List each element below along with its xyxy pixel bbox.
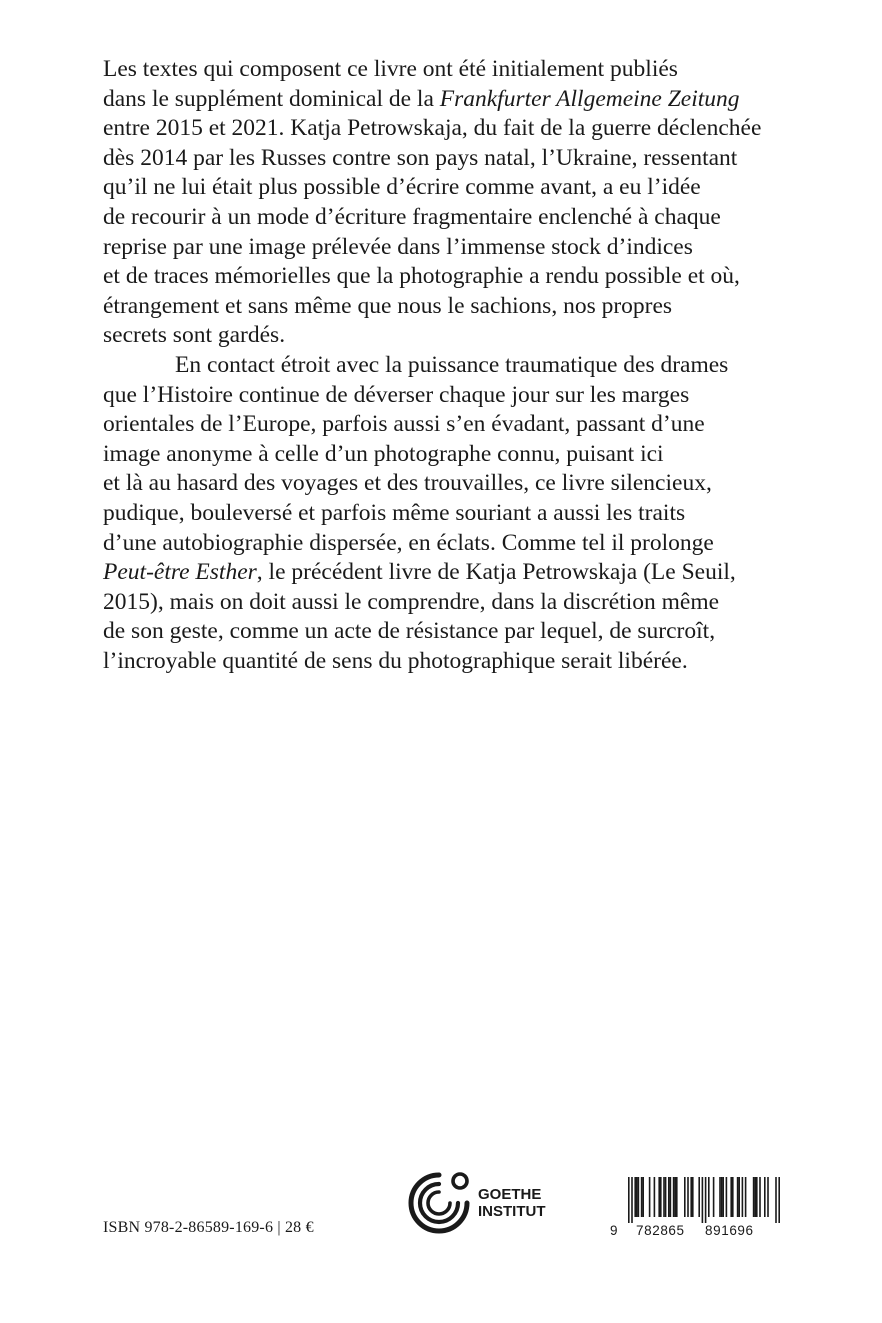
text-line: de recourir à un mode d’écriture fragmentaire enclenché à chaque (103, 203, 721, 230)
blurb-paragraph-2 (103, 351, 793, 677)
barcode-bar (738, 1177, 740, 1217)
barcode-bar (764, 1177, 766, 1217)
logo-wordmark (478, 1186, 546, 1220)
barcode-bar (705, 1177, 707, 1223)
text-line: image anonyme à celle d’un photographe connu, puisant ici (103, 440, 664, 467)
barcode-bar (702, 1177, 704, 1223)
barcode-bar (668, 1177, 670, 1217)
text-line: entre 2015 et 2021. Katja Petrowskaja, du fait de la guerre déclenchée (103, 115, 762, 142)
isbn-price: ISBN 978-2-86589-169-6 | 28 € (103, 1219, 314, 1236)
text-line: l’incroyable quantité de sens du photographique serait libérée. (103, 647, 688, 674)
barcode-bar (775, 1177, 777, 1223)
barcode-bar (642, 1177, 644, 1217)
barcode-bar (753, 1177, 755, 1217)
barcode-bar (726, 1177, 728, 1217)
barcode-bar (649, 1177, 651, 1217)
barcode-bar (665, 1177, 667, 1217)
book-title: Peut-être Esther (103, 559, 257, 586)
barcode-bar (767, 1177, 769, 1217)
barcode-bar (745, 1177, 747, 1217)
barcode-bar (690, 1177, 692, 1217)
barcode-bar (730, 1177, 732, 1217)
barcode-bar (634, 1177, 636, 1217)
barcode-bar (660, 1177, 662, 1217)
barcode-bar (722, 1177, 724, 1217)
barcode-bar (721, 1177, 723, 1217)
text-run: dans le supplément dominical de la (103, 85, 440, 112)
barcode-bar (663, 1177, 665, 1217)
barcode-digits-right: 891696 (705, 1223, 754, 1238)
text-line: de son geste, comme un acte de résistance par lequel, de surcroît, (103, 618, 716, 645)
text-line: qu’il ne lui était plus possible d’écrire comme avant, a eu l’idée (103, 174, 701, 201)
ean13-barcode (610, 1175, 780, 1247)
text-line: 2015), mais on doit aussi le comprendre, dans la discrétion même (103, 588, 720, 615)
text-line: orientales de l’Europe, parfois aussi s’en évadant, passant d’une (103, 411, 705, 438)
barcode-bar (684, 1177, 686, 1217)
logo-line-1: GOETHE (478, 1186, 542, 1203)
barcode-bar (673, 1177, 675, 1217)
logo-line-2: INSTITUT (478, 1203, 546, 1220)
barcode-bar (754, 1177, 756, 1217)
barcode-bar (737, 1177, 739, 1217)
barcode-bar (631, 1177, 633, 1223)
barcode-bar (732, 1177, 734, 1217)
text-line: reprise par une image prélevée dans l’immense stock d’indices (103, 233, 693, 260)
barcode-bar (719, 1177, 721, 1217)
text-line: d’une autobiographie dispersée, en éclats. Comme tel il prolonge (103, 529, 714, 556)
text-line: et là au hasard des voyages et des trouvailles, ce livre silencieux, (103, 470, 712, 497)
text-run: , le précédent livre de Katja Petrowskaja (Le Seuil, (256, 559, 736, 586)
barcode-digits-left: 782865 (636, 1223, 685, 1238)
barcode-bar (676, 1177, 678, 1217)
back-cover-blurb (103, 55, 793, 676)
goethe-institut-logo-icon (400, 1167, 476, 1239)
barcode-bar (742, 1177, 744, 1217)
barcode-bar (654, 1177, 656, 1217)
barcode-digit-first: 9 (610, 1223, 619, 1238)
barcode-bar (658, 1177, 660, 1217)
text-line: que l’Histoire continue de déverser chaque jour sur les marges (103, 381, 690, 408)
text-line: dès 2014 par les Russes contre son pays natal, l’Ukraine, ressentant (103, 144, 738, 171)
text-line: étrangement et sans même que nous le sachions, nos propres (103, 292, 673, 319)
text-line (103, 558, 793, 588)
barcode-bar (778, 1177, 780, 1223)
text-line: pudique, bouleversé et parfois même souriant a aussi les traits (103, 499, 686, 526)
barcode-bar (674, 1177, 676, 1217)
barcode-bar (756, 1177, 758, 1217)
barcode-bar (708, 1177, 710, 1217)
barcode-bar (698, 1177, 700, 1217)
barcode-bar (638, 1177, 640, 1217)
text-line: secrets sont gardés. (103, 322, 286, 349)
text-line: En contact étroit avec la puissance traumatique des drames (175, 351, 729, 378)
newspaper-title: Frankfurter Allgemeine Zeitung (439, 85, 740, 112)
barcode-bar (759, 1177, 761, 1217)
barcode-bars-icon (610, 1175, 780, 1223)
text-line: Les textes qui composent ce livre ont été initialement publiés (103, 56, 678, 82)
blurb-paragraph-1 (103, 55, 793, 351)
barcode-bar (692, 1177, 694, 1217)
barcode-bar (636, 1177, 638, 1217)
text-line (103, 85, 793, 115)
barcode-bar (713, 1177, 715, 1217)
barcode-bar (628, 1177, 630, 1223)
barcode-bar (670, 1177, 672, 1217)
barcode-bar (641, 1177, 643, 1217)
goethe-institut-logo (400, 1167, 560, 1239)
text-line: et de traces mémorielles que la photographie a rendu possible et où, (103, 263, 740, 290)
barcode-bar (687, 1177, 689, 1217)
